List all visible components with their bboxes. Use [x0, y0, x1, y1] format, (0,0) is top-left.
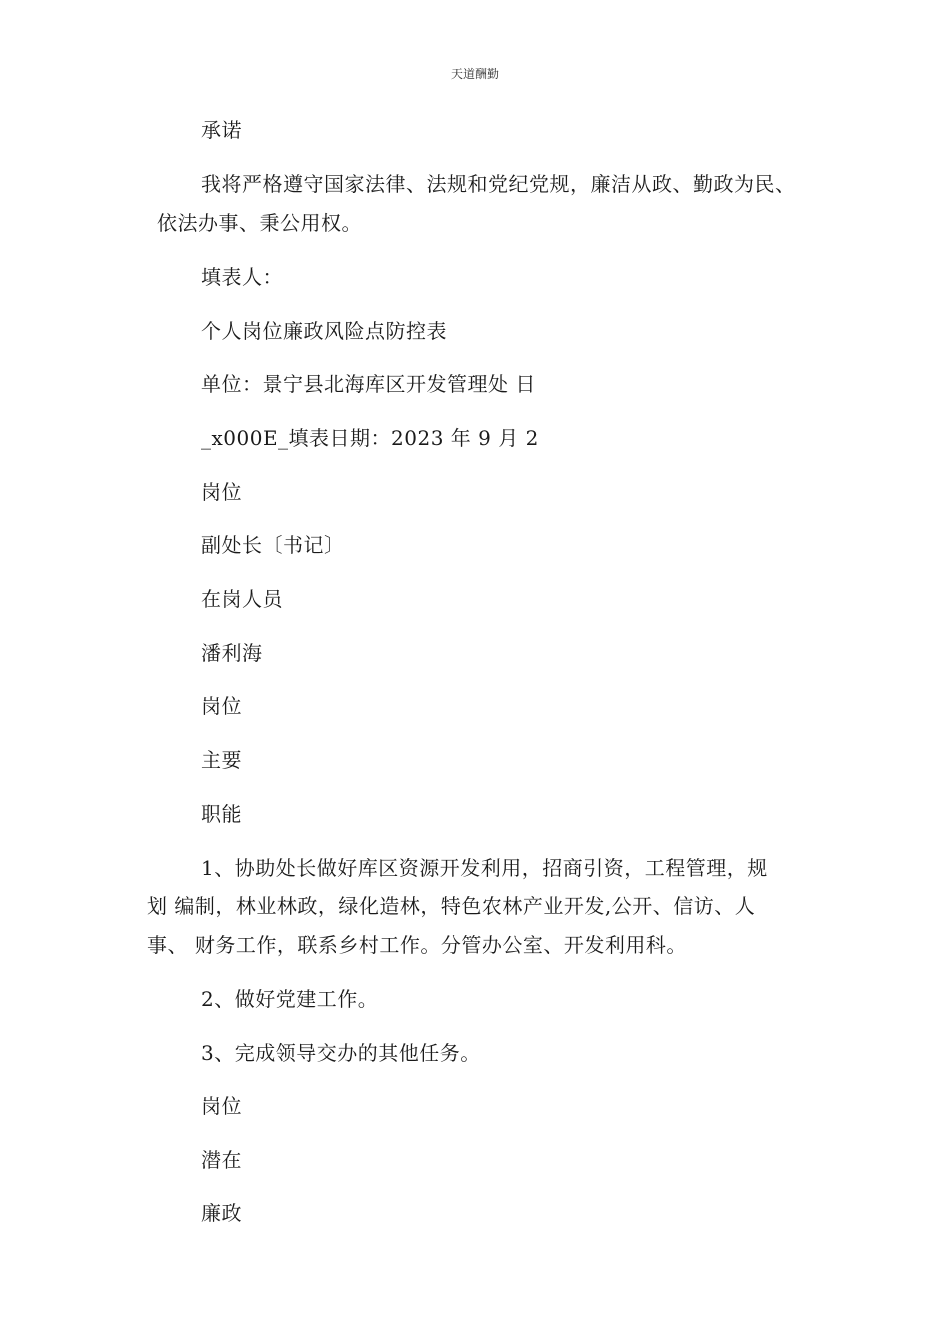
paragraph-form-title: 个人岗位廉政风险点防控表: [201, 319, 447, 343]
paragraph-post-value: 副处长〔书记〕: [201, 533, 345, 557]
paragraph-duty-1-line1: 1、协助处长做好库区资源开发利用，招商引资，工程管理，规: [201, 856, 768, 880]
paragraph-commitment-line2: 依法办事、秉公用权。: [157, 211, 362, 235]
paragraph-main-label: 主要: [201, 748, 242, 772]
paragraph-post-label-3: 岗位: [201, 1094, 242, 1118]
paragraph-commitment-line1: 我将严格遵守国家法律、法规和党纪党规，廉洁从政、勤政为民、: [201, 172, 796, 196]
paragraph-fill-date: _x000E_填表日期：2023 年 9 月 2: [201, 426, 539, 450]
paragraph-duty-3: 3、完成领导交办的其他任务。: [201, 1041, 481, 1065]
paragraph-duty-2: 2、做好党建工作。: [201, 987, 379, 1011]
paragraph-function-label: 职能: [201, 802, 242, 826]
page-header: 天道酬勤: [450, 67, 499, 81]
paragraph-integrity-label: 廉政: [201, 1201, 242, 1225]
paragraph-filler: 填表人：: [201, 265, 283, 289]
paragraph-duty-1-line2: 划 编制，林业林政，绿化造林，特色农林产业开发,公开、信访、人: [147, 894, 756, 918]
paragraph-staff-value: 潘利海: [201, 641, 263, 665]
paragraph-commitment-title: 承诺: [201, 118, 242, 142]
paragraph-duty-1-line3: 事、 财务工作，联系乡村工作。分管办公室、开发利用科。: [147, 933, 687, 957]
paragraph-unit: 单位：景宁县北海库区开发管理处 日: [201, 372, 536, 396]
paragraph-staff-label: 在岗人员: [201, 587, 283, 611]
paragraph-post-label: 岗位: [201, 480, 242, 504]
paragraph-potential-label: 潜在: [201, 1148, 242, 1172]
paragraph-post-label-2: 岗位: [201, 694, 242, 718]
